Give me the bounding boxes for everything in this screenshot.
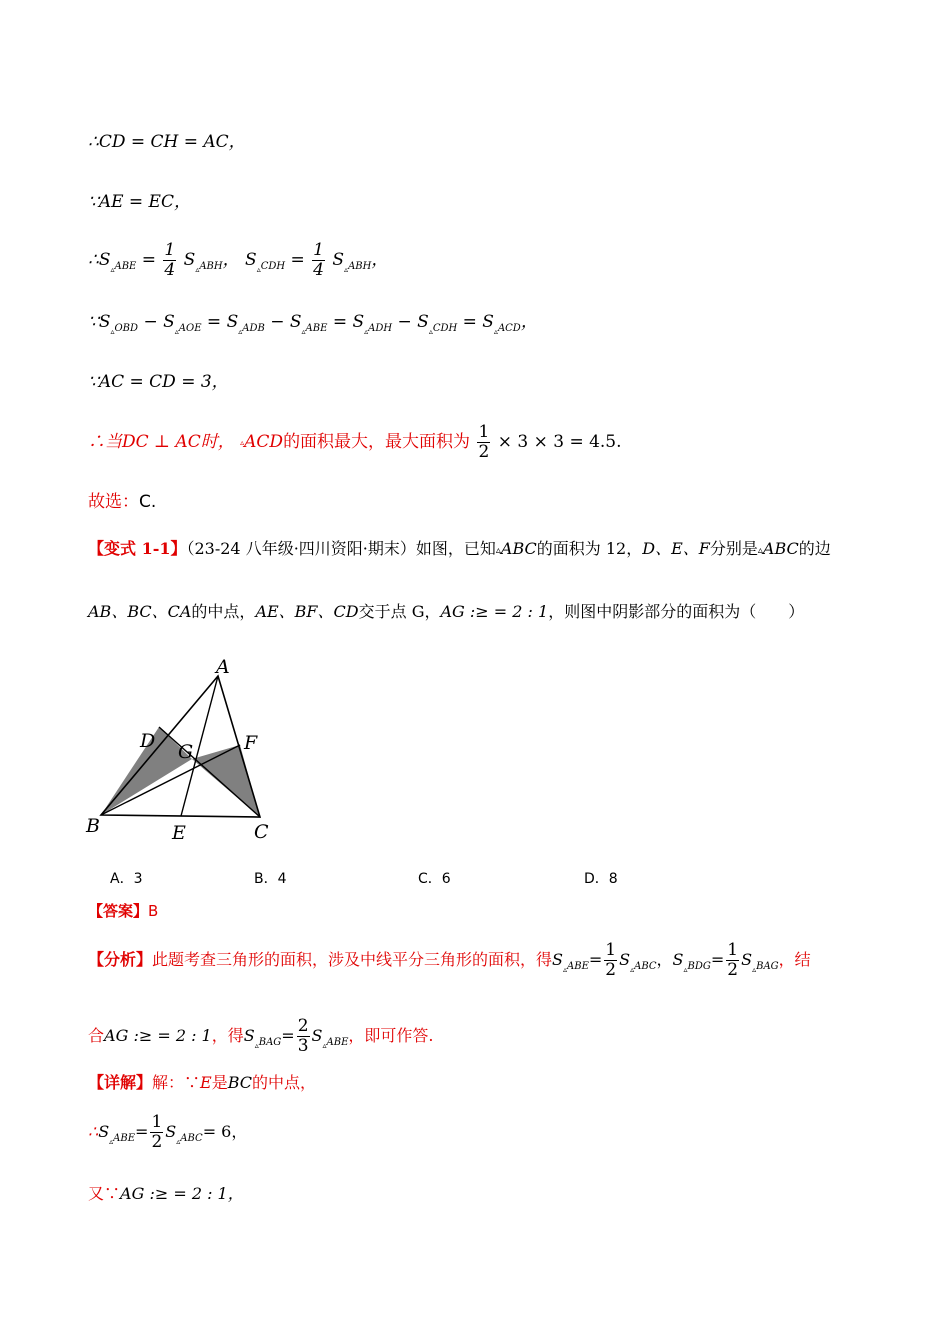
label-b: B [86, 815, 100, 837]
proof-line-5: ∵AC = CD = 3， [88, 372, 229, 392]
detail-line-2: $\therefore S_{_▵ABE}=$ $\frac{1}{2}$ $S_{_▵ABC}= 6$， [88, 1112, 248, 1152]
detail-line-1: 【详解】解：∵E是BC的中点， [88, 1073, 317, 1092]
proof-line-6: ∴当DC ⊥ AC时， ▵ACD的面积最大，最大面积为 $\frac{1}{2}$ × 3 × 3 = 4.5. [88, 422, 622, 462]
label-c: C [254, 821, 269, 843]
answer-line: 【答案】B [88, 902, 159, 920]
detail-line-3: 又∵AG :≥ = 2 : 1， [88, 1184, 244, 1203]
option-d[interactable]: D．8 [584, 871, 618, 887]
triangle-figure [84, 655, 284, 850]
variant-question-line-1: 【变式 1-1】（23-24 八年级·四川资阳·期末）如图，已知▵ABC的面积为 12，D、E、F分别是▵ABC的边 [88, 539, 831, 558]
label-e: E [172, 822, 186, 844]
proof-line-1: ∴CD = CH = AC， [88, 132, 246, 152]
label-a: A [216, 656, 230, 678]
option-c[interactable]: C．6 [418, 871, 451, 887]
proof-line-4: $\because S_{_▵OBD} - S_{_▵AOE} = S_{_▵ADB} - S_{_▵ABE} = S_{_▵ADH} - S_{_▵CDH} = S_{_▵ACD}$， [88, 312, 538, 336]
option-b[interactable]: B．4 [254, 871, 287, 887]
analysis-line-2: 合AG :≥ = 2 : 1，得$S_{_▵BAG}=$ $\frac{2}{3}$ $S_{_▵ABE}$，即可作答. [88, 1016, 434, 1056]
analysis-line-1: 【分析】此题考查三角形的面积，涉及中线平分三角形的面积，得$S_{_▵ABE}=$ $\frac{1}{2}$ $S_{_▵ABC}$，$S_{_▵BDG}=$ $\frac{1}{2}$ $S_{_▵BAG}$，结 [88, 940, 811, 980]
variant-question-line-2: AB、BC、CA的中点，AE、BF、CD交于点 G，AG :≥ = 2 : 1，则图中阴影部分的面积为（ ） [88, 602, 805, 621]
label-g: G [178, 741, 194, 763]
label-f: F [244, 732, 258, 754]
proof-line-3: $\therefore S_{_▵ABE}$ = $\frac{1}{4}$ $S_{_▵ABH}$， $S_{_▵CDH}$ = $\frac{1}{4}$ $S_{_▵ABH}$， [88, 240, 389, 280]
fraction-half: $\frac{1}{2}$ [478, 422, 490, 462]
fraction-quarter: $\frac{1}{4}$ [164, 240, 176, 280]
proof-line-2: ∵AE = EC， [88, 192, 191, 212]
label-d: D [140, 730, 156, 752]
fraction-quarter-2: $\frac{1}{4}$ [313, 240, 324, 280]
option-a[interactable]: A．3 [110, 871, 143, 887]
proof-line-7: 故选：C. [88, 492, 157, 512]
